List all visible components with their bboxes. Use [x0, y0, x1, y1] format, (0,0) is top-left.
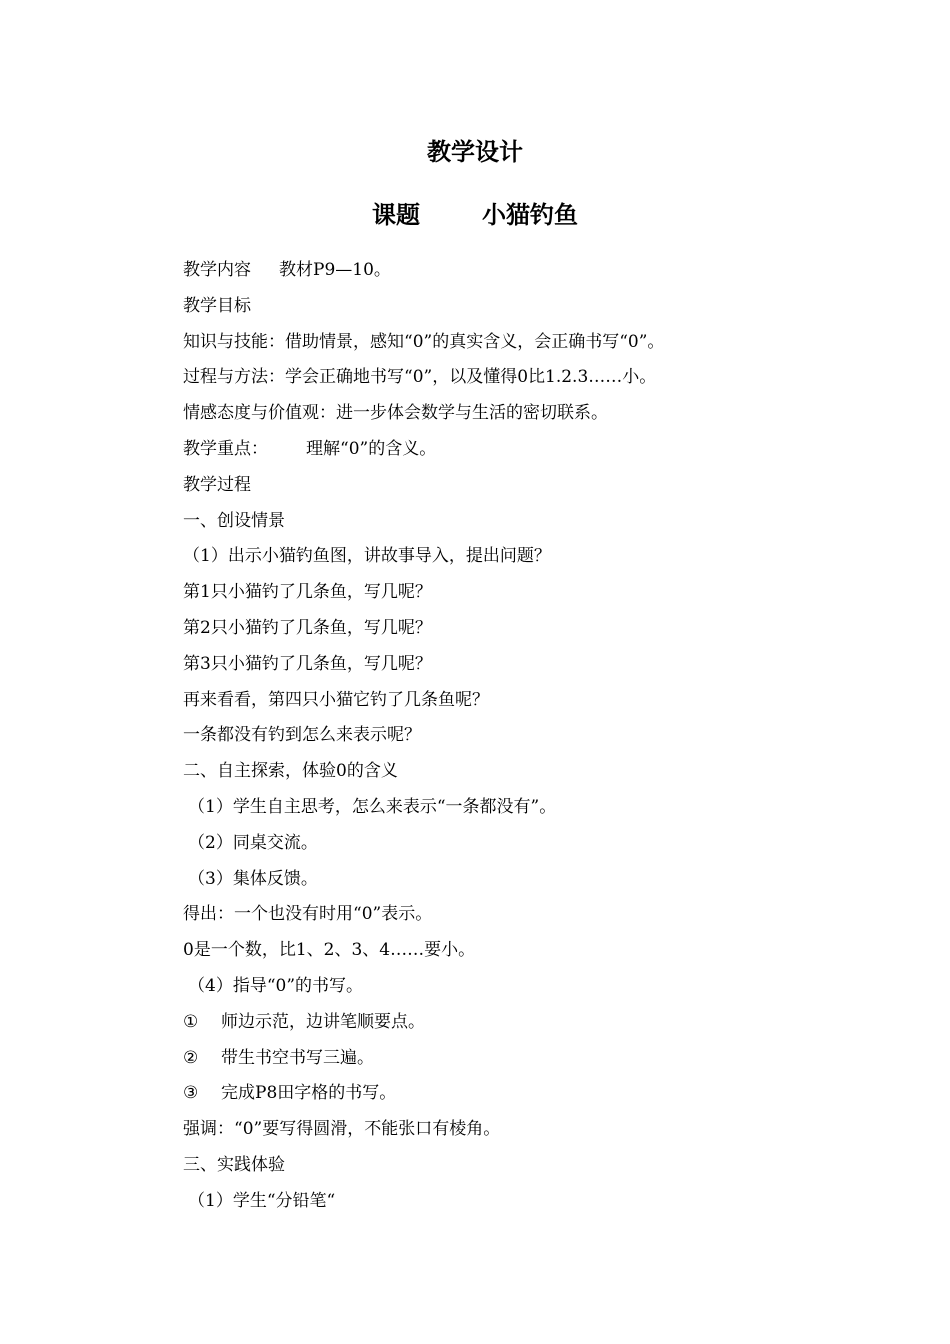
section2-step1: （1）学生自主思考，怎么来表示“一条都没有”。 — [188, 796, 557, 817]
sub-item-marker: ① — [183, 1011, 199, 1032]
section1-line: （1）出示小猫钓鱼图，讲故事导入，提出问题？ — [183, 546, 551, 567]
lesson-label: 课题 — [372, 200, 420, 229]
section2-step4: （4）指导“0”的书写。 — [188, 975, 364, 996]
key-point-line — [183, 432, 823, 468]
section2-step2: （2）同桌交流。 — [188, 832, 318, 853]
sub-item-marker: ③ — [183, 1083, 199, 1104]
process-heading: 教学过程 — [183, 474, 251, 495]
objective-process: 过程与方法：学会正确地书写“0”，以及懂得0比1.2.3……小。 — [183, 367, 657, 388]
sub-item-text: 带生书空书写三遍。 — [221, 1047, 374, 1068]
key-point-value: 理解“0”的含义。 — [306, 438, 437, 459]
key-point-label: 教学重点： — [183, 438, 268, 459]
sub-item-text: 完成P8田字格的书写。 — [221, 1083, 397, 1104]
section1-heading: 一、创设情景 — [183, 510, 285, 531]
sub-item — [183, 1041, 823, 1077]
section2-emphasis: 强调：“0”要写得圆滑，不能张口有棱角。 — [183, 1119, 501, 1140]
section3-heading: 三、实践体验 — [183, 1154, 285, 1175]
sub-item-marker: ② — [183, 1047, 199, 1068]
lesson-name: 小猫钓鱼 — [482, 200, 578, 229]
section1-line: 再来看看，第四只小猫它钓了几条鱼呢？ — [183, 689, 489, 710]
section3-step1: （1）学生“分铅笔“ — [188, 1190, 336, 1211]
document-body — [183, 253, 823, 1220]
lesson-title — [0, 199, 950, 231]
section1-line: 第3只小猫钓了几条鱼，写几呢？ — [183, 653, 432, 674]
sub-item — [183, 1076, 823, 1112]
sub-item-text: 师边示范，边讲笔顺要点。 — [221, 1011, 425, 1032]
objective-knowledge: 知识与技能：借助情景，感知“0”的真实含义，会正确书写“0”。 — [183, 331, 665, 352]
section1-line: 第2只小猫钓了几条鱼，写几呢？ — [183, 617, 432, 638]
section2-step3: （3）集体反馈。 — [188, 868, 318, 889]
teaching-content-value: 教材P9—10。 — [279, 260, 391, 280]
document-title: 教学设计 — [427, 137, 523, 166]
section1-line: 第1只小猫钓了几条鱼，写几呢？ — [183, 582, 432, 603]
objective-emotion: 情感态度与价值观：进一步体会数学与生活的密切联系。 — [183, 403, 608, 424]
objectives-heading: 教学目标 — [183, 295, 251, 316]
section2-conclusion2: 0是一个数，比1、2、3、4……要小。 — [183, 940, 476, 961]
teaching-content-label: 教学内容 — [183, 260, 251, 280]
section2-conclusion1: 得出：一个也没有时用“0”表示。 — [183, 904, 433, 925]
section1-line: 一条都没有钓到怎么来表示呢？ — [183, 725, 421, 746]
section2-heading: 二、自主探索，体验0的含义 — [183, 761, 398, 782]
teaching-content-line — [183, 253, 823, 289]
sub-item — [183, 1005, 823, 1041]
